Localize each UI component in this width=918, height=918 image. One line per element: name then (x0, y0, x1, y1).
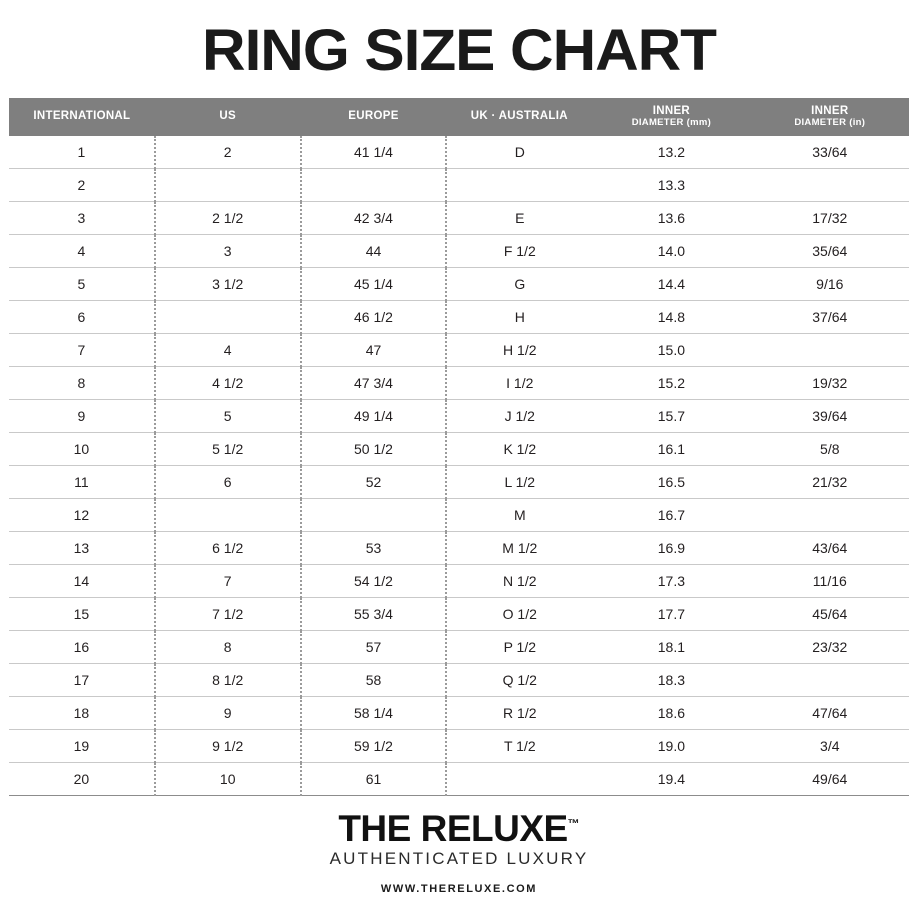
cell-international: 15 (9, 598, 155, 631)
cell-uk-australia: H (446, 301, 592, 334)
cell-us: 8 (155, 631, 301, 664)
brand-name (338, 808, 580, 850)
cell-uk-australia: J 1/2 (446, 400, 592, 433)
table-row (9, 400, 909, 433)
table-row (9, 433, 909, 466)
cell-us: 9 1/2 (155, 730, 301, 763)
cell-us: 3 1/2 (155, 268, 301, 301)
cell-inner-diameter-mm: 16.9 (592, 532, 750, 565)
cell-international: 2 (9, 169, 155, 202)
cell-europe: 55 3/4 (301, 598, 447, 631)
cell-europe: 53 (301, 532, 447, 565)
cell-us: 4 1/2 (155, 367, 301, 400)
cell-europe: 47 (301, 334, 447, 367)
cell-international: 16 (9, 631, 155, 664)
cell-inner-diameter-mm: 14.0 (592, 235, 750, 268)
footer (0, 810, 918, 895)
cell-uk-australia: E (446, 202, 592, 235)
cell-inner-diameter-in: 5/8 (751, 433, 909, 466)
table-row (9, 532, 909, 565)
cell-europe (301, 499, 447, 532)
cell-international: 9 (9, 400, 155, 433)
cell-international: 8 (9, 367, 155, 400)
cell-uk-australia: F 1/2 (446, 235, 592, 268)
website-url: WWW.THERELUXE.COM (380, 883, 538, 896)
cell-inner-diameter-mm: 15.7 (592, 400, 750, 433)
cell-international: 7 (9, 334, 155, 367)
cell-international: 5 (9, 268, 155, 301)
table-row (9, 763, 909, 796)
cell-uk-australia: M 1/2 (446, 532, 592, 565)
cell-international: 12 (9, 499, 155, 532)
cell-europe: 50 1/2 (301, 433, 447, 466)
cell-europe: 46 1/2 (301, 301, 447, 334)
cell-us (155, 169, 301, 202)
table-row (9, 631, 909, 664)
cell-international: 17 (9, 664, 155, 697)
cell-inner-diameter-in: 47/64 (751, 697, 909, 730)
column-header-us: US (155, 98, 301, 136)
table-row (9, 235, 909, 268)
cell-inner-diameter-mm: 18.1 (592, 631, 750, 664)
cell-inner-diameter-mm: 13.2 (592, 136, 750, 169)
cell-europe: 44 (301, 235, 447, 268)
column-header-europe: EUROPE (301, 98, 447, 136)
cell-inner-diameter-mm: 19.4 (592, 763, 750, 796)
cell-inner-diameter-in: 23/32 (751, 631, 909, 664)
cell-inner-diameter-in: 17/32 (751, 202, 909, 235)
cell-europe: 59 1/2 (301, 730, 447, 763)
cell-inner-diameter-in: 3/4 (751, 730, 909, 763)
cell-us: 5 1/2 (155, 433, 301, 466)
cell-europe: 52 (301, 466, 447, 499)
cell-inner-diameter-mm: 16.7 (592, 499, 750, 532)
cell-us (155, 499, 301, 532)
cell-inner-diameter-in: 33/64 (751, 136, 909, 169)
cell-international: 1 (9, 136, 155, 169)
table-row (9, 202, 909, 235)
cell-us: 3 (155, 235, 301, 268)
column-header-international: INTERNATIONAL (9, 98, 155, 136)
table-header-row (9, 98, 909, 136)
cell-europe: 54 1/2 (301, 565, 447, 598)
brand-tagline: AUTHENTICATED LUXURY (329, 849, 589, 869)
cell-uk-australia: N 1/2 (446, 565, 592, 598)
table-row (9, 598, 909, 631)
table-row (9, 565, 909, 598)
cell-inner-diameter-mm: 18.3 (592, 664, 750, 697)
brand-text: THE RELUXE (338, 808, 568, 850)
cell-inner-diameter-in: 19/32 (751, 367, 909, 400)
cell-international: 6 (9, 301, 155, 334)
cell-inner-diameter-in: 43/64 (751, 532, 909, 565)
cell-uk-australia: Q 1/2 (446, 664, 592, 697)
table-row (9, 268, 909, 301)
cell-europe: 57 (301, 631, 447, 664)
cell-inner-diameter-mm: 16.5 (592, 466, 750, 499)
cell-uk-australia: O 1/2 (446, 598, 592, 631)
column-header-uk-australia: UK · AUSTRALIA (446, 98, 592, 136)
cell-us: 6 (155, 466, 301, 499)
cell-uk-australia: D (446, 136, 592, 169)
cell-us: 6 1/2 (155, 532, 301, 565)
cell-europe: 41 1/4 (301, 136, 447, 169)
cell-us: 10 (155, 763, 301, 796)
cell-uk-australia: L 1/2 (446, 466, 592, 499)
cell-us: 2 1/2 (155, 202, 301, 235)
cell-international: 10 (9, 433, 155, 466)
cell-inner-diameter-mm: 14.4 (592, 268, 750, 301)
cell-uk-australia: K 1/2 (446, 433, 592, 466)
cell-international: 4 (9, 235, 155, 268)
cell-us: 2 (155, 136, 301, 169)
cell-uk-australia: M (446, 499, 592, 532)
cell-europe (301, 169, 447, 202)
cell-inner-diameter-mm: 19.0 (592, 730, 750, 763)
cell-uk-australia: G (446, 268, 592, 301)
cell-inner-diameter-in: 9/16 (751, 268, 909, 301)
cell-uk-australia (446, 763, 592, 796)
cell-inner-diameter-in: 35/64 (751, 235, 909, 268)
table-row (9, 664, 909, 697)
table-row (9, 301, 909, 334)
table-row (9, 730, 909, 763)
cell-uk-australia: H 1/2 (446, 334, 592, 367)
cell-uk-australia (446, 169, 592, 202)
cell-inner-diameter-in (751, 334, 909, 367)
cell-us: 8 1/2 (155, 664, 301, 697)
table-row (9, 466, 909, 499)
table-row (9, 697, 909, 730)
cell-inner-diameter-mm: 16.1 (592, 433, 750, 466)
cell-uk-australia: I 1/2 (446, 367, 592, 400)
table-body (9, 136, 909, 796)
cell-inner-diameter-in: 45/64 (751, 598, 909, 631)
cell-inner-diameter-mm: 13.6 (592, 202, 750, 235)
table-row (9, 136, 909, 169)
table-row (9, 334, 909, 367)
cell-international: 20 (9, 763, 155, 796)
cell-uk-australia: T 1/2 (446, 730, 592, 763)
cell-us: 7 1/2 (155, 598, 301, 631)
cell-international: 14 (9, 565, 155, 598)
cell-us: 7 (155, 565, 301, 598)
cell-inner-diameter-mm: 15.2 (592, 367, 750, 400)
cell-inner-diameter-in: 21/32 (751, 466, 909, 499)
cell-international: 19 (9, 730, 155, 763)
cell-international: 13 (9, 532, 155, 565)
cell-international: 11 (9, 466, 155, 499)
column-header-inner-diameter-in: INNER DIAMETER (in) (751, 98, 909, 136)
cell-europe: 42 3/4 (301, 202, 447, 235)
page-title: RING SIZE CHART (202, 18, 716, 83)
cell-inner-diameter-mm: 14.8 (592, 301, 750, 334)
cell-inner-diameter-mm: 17.7 (592, 598, 750, 631)
cell-inner-diameter-mm: 17.3 (592, 565, 750, 598)
cell-uk-australia: P 1/2 (446, 631, 592, 664)
cell-europe: 47 3/4 (301, 367, 447, 400)
table-header (9, 98, 909, 136)
cell-europe: 61 (301, 763, 447, 796)
cell-us (155, 301, 301, 334)
ring-size-table (9, 98, 909, 796)
cell-us: 9 (155, 697, 301, 730)
cell-us: 5 (155, 400, 301, 433)
cell-inner-diameter-in: 37/64 (751, 301, 909, 334)
table-row (9, 169, 909, 202)
cell-uk-australia: R 1/2 (446, 697, 592, 730)
cell-europe: 58 1/4 (301, 697, 447, 730)
cell-inner-diameter-mm: 15.0 (592, 334, 750, 367)
cell-inner-diameter-in: 39/64 (751, 400, 909, 433)
column-header-inner-diameter-mm: INNER DIAMETER (mm) (592, 98, 750, 136)
cell-inner-diameter-mm: 13.3 (592, 169, 750, 202)
cell-europe: 45 1/4 (301, 268, 447, 301)
cell-inner-diameter-in (751, 499, 909, 532)
cell-international: 18 (9, 697, 155, 730)
cell-international: 3 (9, 202, 155, 235)
cell-europe: 49 1/4 (301, 400, 447, 433)
table-row (9, 367, 909, 400)
cell-inner-diameter-in: 11/16 (751, 565, 909, 598)
cell-inner-diameter-in: 49/64 (751, 763, 909, 796)
cell-europe: 58 (301, 664, 447, 697)
cell-inner-diameter-in (751, 169, 909, 202)
table-row (9, 499, 909, 532)
cell-us: 4 (155, 334, 301, 367)
trademark-symbol: ™ (567, 816, 580, 831)
cell-inner-diameter-mm: 18.6 (592, 697, 750, 730)
cell-inner-diameter-in (751, 664, 909, 697)
